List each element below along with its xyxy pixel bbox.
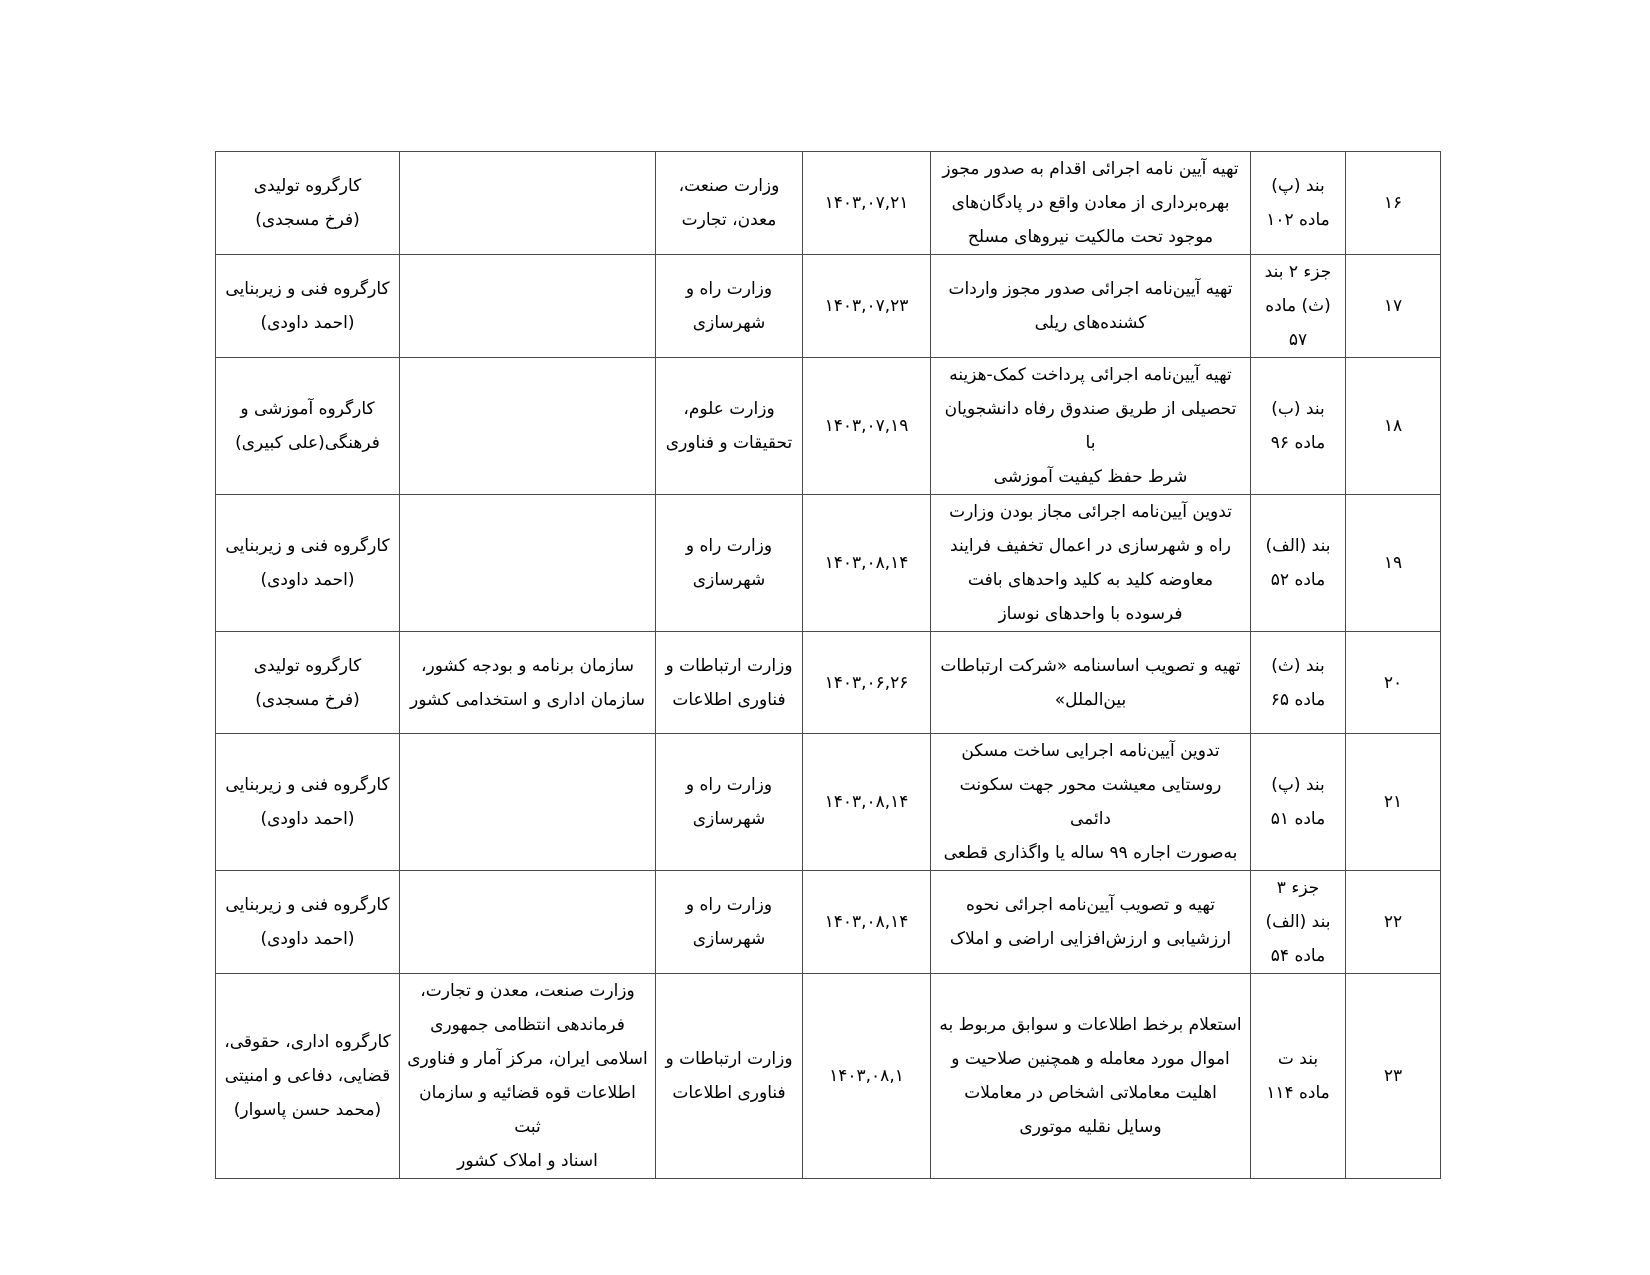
- row-number-cell: ۱۹: [1346, 495, 1441, 632]
- table-row: [216, 974, 1441, 1179]
- working-group-cell: کارگروه تولیدی (فرخ مسجدی): [216, 632, 400, 734]
- date-cell: ۱۴۰۳,۰۸,۱۴: [803, 495, 931, 632]
- row-number-cell: ۱۶: [1346, 152, 1441, 255]
- article-cell: بند (پ) ماده ۱۰۲: [1251, 152, 1346, 255]
- date-cell: ۱۴۰۳,۰۷,۲۱: [803, 152, 931, 255]
- working-group-cell: کارگروه فنی و زیربنایی (احمد داودی): [216, 734, 400, 871]
- subject-cell: تدوین آیین‌نامه اجرایی ساخت مسکن روستایی معیشت محور جهت سکونت دائمی به‌صورت اجاره ۹۹ ساله یا واگذاری قطعی: [931, 734, 1251, 871]
- responsible-body-cell: وزارت علوم، تحقیقات و فناوری: [656, 358, 803, 495]
- partner-bodies-cell: [400, 734, 656, 871]
- row-number-cell: ۲۰: [1346, 632, 1441, 734]
- date-cell: ۱۴۰۳,۰۸,۱: [803, 974, 931, 1179]
- table-row: [216, 255, 1441, 358]
- responsible-body-cell: وزارت صنعت، معدن، تجارت: [656, 152, 803, 255]
- partner-bodies-cell: [400, 152, 656, 255]
- row-number-cell: ۲۱: [1346, 734, 1441, 871]
- article-cell: بند (پ) ماده ۵۱: [1251, 734, 1346, 871]
- working-group-cell: کارگروه فنی و زیربنایی (احمد داودی): [216, 495, 400, 632]
- partner-bodies-cell: [400, 871, 656, 974]
- article-cell: بند ت ماده ۱۱۴: [1251, 974, 1346, 1179]
- partner-bodies-cell: [400, 495, 656, 632]
- subject-cell: تدوین آیین‌نامه اجرائی مجاز بودن وزارت راه و شهرسازی در اعمال تخفیف فرایند معاوضه کلید به کلید واحدهای بافت فرسوده با واحدهای نوساز: [931, 495, 1251, 632]
- date-cell: ۱۴۰۳,۰۶,۲۶: [803, 632, 931, 734]
- row-number-cell: ۲۲: [1346, 871, 1441, 974]
- table-row: [216, 632, 1441, 734]
- working-group-cell: کارگروه اداری، حقوقی، قضایی، دفاعی و امنیتی (محمد حسن پاسوار): [216, 974, 400, 1179]
- working-group-cell: کارگروه آموزشی و فرهنگی(علی کبیری): [216, 358, 400, 495]
- subject-cell: تهیه آیین‌نامه اجرائی پرداخت کمک-هزینه تحصیلی از طریق صندوق رفاه دانشجویان با شرط حفظ کیفیت آموزشی: [931, 358, 1251, 495]
- working-group-cell: کارگروه تولیدی (فرخ مسجدی): [216, 152, 400, 255]
- article-cell: جزء ۲ بند (ث) ماده ۵۷: [1251, 255, 1346, 358]
- row-number-cell: ۱۷: [1346, 255, 1441, 358]
- responsible-body-cell: وزارت راه و شهرسازی: [656, 255, 803, 358]
- working-group-cell: کارگروه فنی و زیربنایی (احمد داودی): [216, 871, 400, 974]
- subject-cell: تهیه آیین نامه اجرائی اقدام به صدور مجوز بهره‌برداری از معادن واقع در پادگان‌های موجود تحت مالکیت نیروهای مسلح: [931, 152, 1251, 255]
- responsible-body-cell: وزارت راه و شهرسازی: [656, 871, 803, 974]
- responsible-body-cell: وزارت راه و شهرسازی: [656, 734, 803, 871]
- partner-bodies-cell: [400, 255, 656, 358]
- table-row: [216, 152, 1441, 255]
- row-number-cell: ۲۳: [1346, 974, 1441, 1179]
- working-group-cell: کارگروه فنی و زیربنایی (احمد داودی): [216, 255, 400, 358]
- responsible-body-cell: وزارت ارتباطات و فناوری اطلاعات: [656, 632, 803, 734]
- table-row: [216, 871, 1441, 974]
- responsible-body-cell: وزارت ارتباطات و فناوری اطلاعات: [656, 974, 803, 1179]
- date-cell: ۱۴۰۳,۰۷,۲۳: [803, 255, 931, 358]
- date-cell: ۱۴۰۳,۰۸,۱۴: [803, 871, 931, 974]
- article-cell: بند (الف) ماده ۵۲: [1251, 495, 1346, 632]
- article-cell: بند (ب) ماده ۹۶: [1251, 358, 1346, 495]
- subject-cell: تهیه و تصویب آیین‌نامه اجرائی نحوه ارزشیابی و ارزش‌افزایی اراضی و املاک: [931, 871, 1251, 974]
- regulations-table: [215, 151, 1441, 1179]
- partner-bodies-cell: [400, 358, 656, 495]
- date-cell: ۱۴۰۳,۰۸,۱۴: [803, 734, 931, 871]
- subject-cell: تهیه آیین‌نامه اجرائی صدور مجوز واردات کشنده‌های ریلی: [931, 255, 1251, 358]
- partner-bodies-cell: وزارت صنعت، معدن و تجارت، فرماندهی انتظامی جمهوری اسلامی ایران، مرکز آمار و فناوری اطلاعات قوه قضائیه و سازمان ثبت اسناد و املاک کشور: [400, 974, 656, 1179]
- table-row: [216, 495, 1441, 632]
- article-cell: جزء ۳ بند (الف) ماده ۵۴: [1251, 871, 1346, 974]
- subject-cell: تهیه و تصویب اساسنامه «شرکت ارتباطات بین‌الملل»: [931, 632, 1251, 734]
- responsible-body-cell: وزارت راه و شهرسازی: [656, 495, 803, 632]
- article-cell: بند (ث) ماده ۶۵: [1251, 632, 1346, 734]
- row-number-cell: ۱۸: [1346, 358, 1441, 495]
- date-cell: ۱۴۰۳,۰۷,۱۹: [803, 358, 931, 495]
- partner-bodies-cell: سازمان برنامه و بودجه کشور، سازمان اداری و استخدامی کشور: [400, 632, 656, 734]
- table-row: [216, 358, 1441, 495]
- table-row: [216, 734, 1441, 871]
- subject-cell: استعلام برخط اطلاعات و سوابق مربوط به اموال مورد معامله و همچنین صلاحیت و اهلیت معاملاتی اشخاص در معاملات وسایل نقلیه موتوری: [931, 974, 1251, 1179]
